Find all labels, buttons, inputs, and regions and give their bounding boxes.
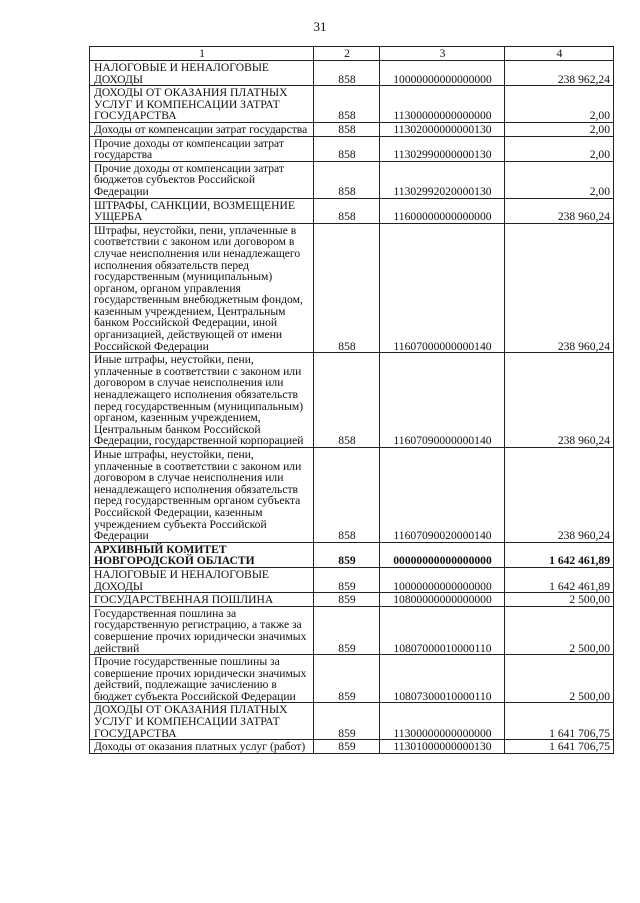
row-amount: 238 960,24 (505, 353, 614, 448)
row-name: Доходы от оказания платных услуг (работ) (90, 740, 314, 754)
table-row (90, 353, 614, 448)
row-amount: 2,00 (505, 86, 614, 123)
table-row (90, 161, 614, 198)
row-admin-code: 858 (314, 86, 380, 123)
table-row (90, 606, 614, 654)
row-budget-code: 11607090020000140 (380, 448, 505, 543)
row-budget-code: 11302000000000130 (380, 122, 505, 136)
row-budget-code: 11600000000000000 (380, 198, 505, 223)
column-number: 1 (90, 47, 314, 61)
table-row (90, 593, 614, 607)
row-admin-code: 859 (314, 703, 380, 740)
table-row (90, 198, 614, 223)
row-budget-code: 10000000000000000 (380, 567, 505, 592)
row-name: Иные штрафы, неустойки, пени, уплаченные в соответствии с законом или договором в случае неисполнения или ненадлежащего исполнения обязательств перед государственным органом субъекта Российской Федерации, казенным учреждением субъекта Российской Федерации (90, 448, 314, 543)
row-name: НАЛОГОВЫЕ И НЕНАЛОГОВЫЕ ДОХОДЫ (90, 567, 314, 592)
row-amount: 2,00 (505, 161, 614, 198)
column-number: 3 (380, 47, 505, 61)
row-admin-code: 858 (314, 61, 380, 86)
row-amount: 238 960,24 (505, 223, 614, 353)
row-amount: 2,00 (505, 136, 614, 161)
column-number: 4 (505, 47, 614, 61)
row-admin-code: 859 (314, 593, 380, 607)
row-name: ДОХОДЫ ОТ ОКАЗАНИЯ ПЛАТНЫХ УСЛУГ И КОМПЕНСАЦИИ ЗАТРАТ ГОСУДАРСТВА (90, 86, 314, 123)
column-number-row (90, 47, 614, 61)
row-budget-code: 11607000000000140 (380, 223, 505, 353)
row-budget-code: 11300000000000000 (380, 86, 505, 123)
row-name: Прочие доходы от компенсации затрат государства (90, 136, 314, 161)
row-admin-code: 858 (314, 122, 380, 136)
row-admin-code: 858 (314, 136, 380, 161)
table-row (90, 223, 614, 353)
row-budget-code: 11607090000000140 (380, 353, 505, 448)
row-amount: 238 960,24 (505, 448, 614, 543)
table-row (90, 136, 614, 161)
row-admin-code: 859 (314, 542, 380, 567)
table-row (90, 122, 614, 136)
row-budget-code: 11301000000000130 (380, 740, 505, 754)
row-budget-code: 10807300010000110 (380, 655, 505, 703)
table-row-section-header (90, 542, 614, 567)
row-admin-code: 858 (314, 161, 380, 198)
row-budget-code: 00000000000000000 (380, 542, 505, 567)
table-row (90, 86, 614, 123)
row-amount: 1 641 706,75 (505, 703, 614, 740)
row-name: Государственная пошлина за государственную регистрацию, а также за совершение прочих юридически значимых действий (90, 606, 314, 654)
row-admin-code: 859 (314, 740, 380, 754)
row-budget-code: 11300000000000000 (380, 703, 505, 740)
row-name: ШТРАФЫ, САНКЦИИ, ВОЗМЕЩЕНИЕ УЩЕРБА (90, 198, 314, 223)
row-amount: 2 500,00 (505, 593, 614, 607)
row-name: Прочие государственные пошлины за совершение прочих юридически значимых действий, подлежащие зачислению в бюджет субъекта Российской Федерации (90, 655, 314, 703)
row-amount: 1 641 706,75 (505, 740, 614, 754)
table-row (90, 567, 614, 592)
row-budget-code: 11302992020000130 (380, 161, 505, 198)
row-amount: 2 500,00 (505, 655, 614, 703)
row-name: ДОХОДЫ ОТ ОКАЗАНИЯ ПЛАТНЫХ УСЛУГ И КОМПЕНСАЦИИ ЗАТРАТ ГОСУДАРСТВА (90, 703, 314, 740)
row-name: АРХИВНЫЙ КОМИТЕТ НОВГОРОДСКОЙ ОБЛАСТИ (90, 542, 314, 567)
row-admin-code: 859 (314, 567, 380, 592)
table-row (90, 61, 614, 86)
row-name: Прочие доходы от компенсации затрат бюджетов субъектов Российской Федерации (90, 161, 314, 198)
page-number: 31 (313, 19, 327, 34)
row-amount: 1 642 461,89 (505, 567, 614, 592)
row-admin-code: 858 (314, 223, 380, 353)
column-number: 2 (314, 47, 380, 61)
row-name: Штрафы, неустойки, пени, уплаченные в соответствии с законом или договором в случае неисполнения или ненадлежащего исполнения обязательств перед государственным (муниципальным) органом, органом управления государственным внебюджетным фондом, казенным учреждением, Центральным банком Российской Федерации, иной организацией, действующей от имени Российской Федерации (90, 223, 314, 353)
table-row (90, 448, 614, 543)
row-admin-code: 859 (314, 655, 380, 703)
row-amount: 238 962,24 (505, 61, 614, 86)
row-admin-code: 858 (314, 448, 380, 543)
row-amount: 2 500,00 (505, 606, 614, 654)
row-budget-code: 10000000000000000 (380, 61, 505, 86)
row-name: ГОСУДАРСТВЕННАЯ ПОШЛИНА (90, 593, 314, 607)
row-admin-code: 859 (314, 606, 380, 654)
row-budget-code: 10807000010000110 (380, 606, 505, 654)
row-amount: 1 642 461,89 (505, 542, 614, 567)
table-row (90, 703, 614, 740)
row-admin-code: 858 (314, 353, 380, 448)
table-row (90, 655, 614, 703)
table-row (90, 740, 614, 754)
row-name: Иные штрафы, неустойки, пени, уплаченные в соответствии с законом или договором в случае неисполнения или ненадлежащего исполнения обязательств перед государственным (муниципальным) органом, казенным учреждением, Центральным банком Российской Федерации, государственной корпорацией (90, 353, 314, 448)
row-admin-code: 858 (314, 198, 380, 223)
row-amount: 2,00 (505, 122, 614, 136)
row-budget-code: 11302990000000130 (380, 136, 505, 161)
row-name: Доходы от компенсации затрат государства (90, 122, 314, 136)
revenue-table (89, 46, 614, 754)
row-budget-code: 10800000000000000 (380, 593, 505, 607)
row-name: НАЛОГОВЫЕ И НЕНАЛОГОВЫЕ ДОХОДЫ (90, 61, 314, 86)
row-amount: 238 960,24 (505, 198, 614, 223)
